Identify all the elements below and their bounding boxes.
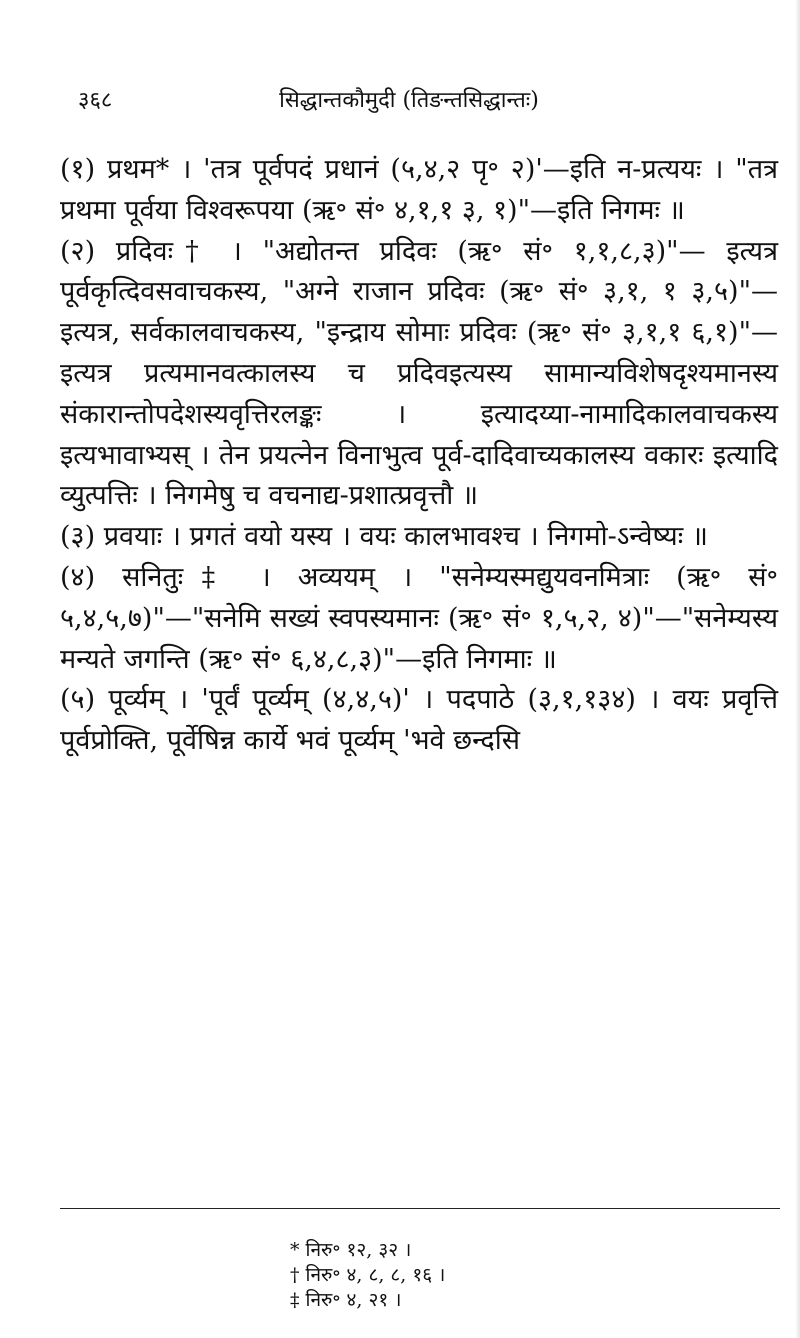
paragraph-2: (२) प्रदिवः† । "अद्योतन्त प्रदिवः (ऋ॰ सं॰ १,१,८,३)"— इत्यत्र पूर्वकृत्दिवसवाचकस्य, "अग्ने राजान प्रदिवः (ऋ॰ सं॰ ३,१, १ ३,५)"—इत्यत्र, सर्वकालवाचकस्य, "इन्द्राय सोमाः प्रदिवः (ऋ॰ सं॰ ३,१,१ ६,१)"—इत्यत्र प्रत्यमानवत्कालस्य च प्रदिवइत्यस्य सामान्यविशेषदृश्यमानस्य संकारान्तोपदेशस्यवृत्तिरलङ्कः । इत्यादय्या-नामादिकालवाचकस्य इत्यभावाभ्यस् । तेन प्रयत्नेन विनाभुत्व पूर्व-दादिवाच्यकालस्य वकारः इत्यादि व्युत्पत्तिः । निगमेषु च वचनाद्य-प्रशात्प्रवृत्तौ ॥: [60, 235, 778, 512]
page-number: ३६८: [78, 88, 113, 113]
paragraph-1: (१) प्रथम* । 'तत्र पूर्वपदं प्रधानं (५,४,२ पृ॰ २)'—इति न-प्रत्ययः । "तत्र प्रथमा पूर्वया विश्वरूपया (ऋ॰ सं॰ ४,१,१ ३, १)"—इति निगमः ॥: [60, 154, 778, 226]
paragraph-3: (३) प्रवयाः । प्रगतं वयो यस्य । वयः कालभावश्च । निगमो-ऽन्वेष्यः ॥: [60, 521, 708, 553]
paragraph-4: (४) सनितुः‡ । अव्ययम् । "सनेम्यस्मद्युयवनमित्राः (ऋ॰ सं॰ ५,४,५,७)"—"सनेमि सख्यं स्वपस्यमानः (ऋ॰ सं॰ १,५,२, ४)"—"सनेम्यस्य मन्यते जगन्ति (ऋ॰ सं॰ ६,४,८,३)"—इति निगमाः ॥: [60, 561, 778, 675]
footnotes: [290, 1238, 445, 1313]
footnote-1: * निरु॰ १२, ३२ ।: [290, 1239, 412, 1261]
footnote-2: † निरु॰ ४, ८, ८, १६ ।: [290, 1264, 446, 1286]
main-text: [60, 150, 778, 762]
running-title: सिद्धान्तकौमुदी (तिङन्तसिद्धान्तः): [279, 88, 539, 113]
paragraph-5: (५) पूर्व्यम् । 'पूर्वं पूर्व्यम् (४,४,५)' । पदपाठे (३,१,१३४) । वयः प्रवृत्ति पूर्वप्रोक्ति, पूर्वेषिन्न कार्ये भवं पूर्व्यम् 'भवे छन्दसि: [60, 684, 778, 757]
page-header: [78, 78, 740, 118]
page-edge-shadow: [795, 0, 800, 1338]
footnote-divider: [60, 1208, 780, 1209]
footnote-3: ‡ निरु॰ ४, २१ ।: [290, 1289, 402, 1311]
